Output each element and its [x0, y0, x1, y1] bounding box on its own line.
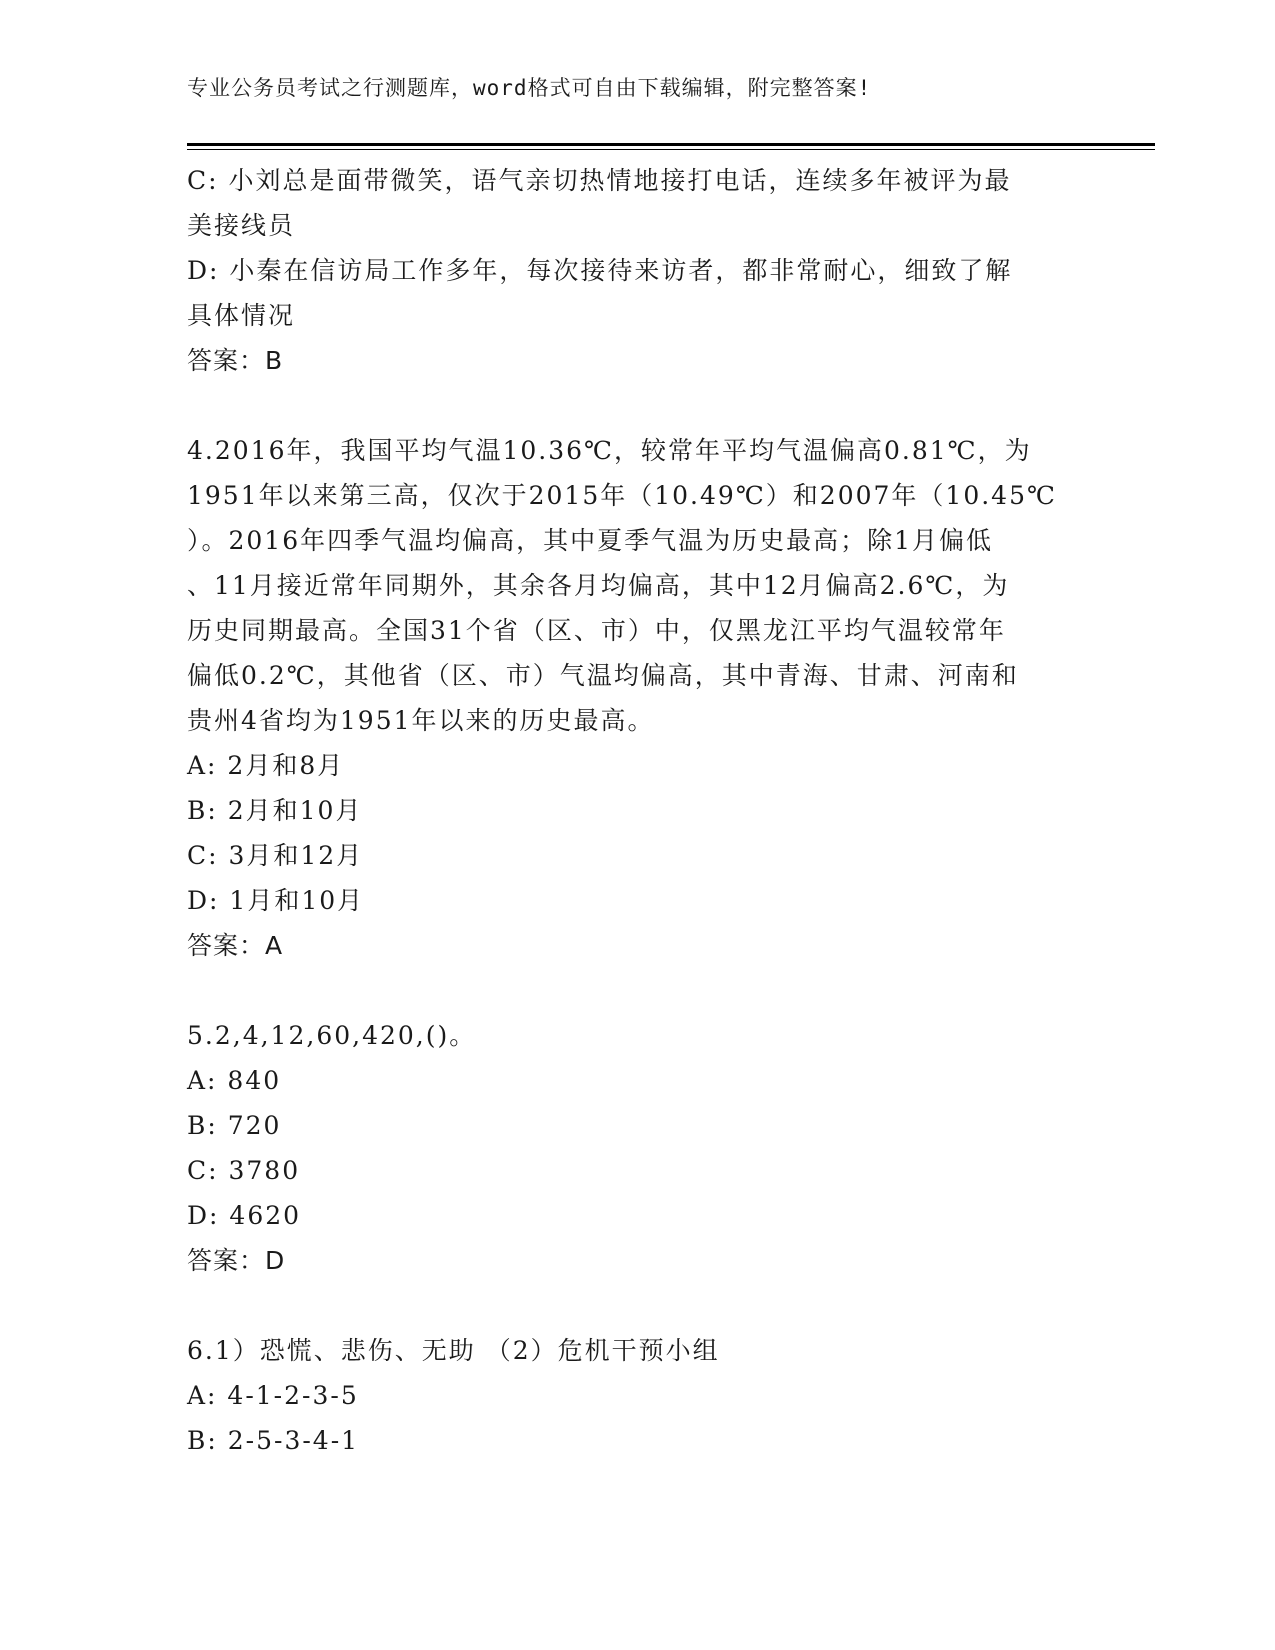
question-5 [187, 1013, 1077, 1283]
document-body [187, 158, 1077, 1463]
answer-line: 答案：B [187, 346, 284, 375]
spacer [187, 383, 1077, 428]
question-stem-line: 历史同期最高。全国31个省（区、市）中，仅黑龙江平均气温较常年 [187, 616, 1006, 645]
question-stem-line: ）。2016年四季气温均偏高，其中夏季气温为历史最高；除1月偏低 [187, 526, 994, 555]
option-d-line-2: 具体情况 [187, 301, 296, 330]
option-a: A: 840 [187, 1066, 282, 1095]
option-c: C: 3780 [187, 1156, 301, 1185]
question-stem-line: 、11月接近常年同期外，其余各月均偏高，其中12月偏高2.6℃，为 [187, 571, 1010, 600]
option-d: D: 1月和10月 [187, 886, 365, 915]
question-stem-line: 偏低0.2℃，其他省（区、市）气温均偏高，其中青海、甘肃、河南和 [187, 661, 1019, 690]
option-d-line-1: D: 小秦在信访局工作多年，每次接待来访者，都非常耐心，细致了解 [187, 256, 1013, 285]
question-stem: 5.2,4,12,60,420,()。 [187, 1021, 477, 1050]
answer-line: 答案：D [187, 1246, 286, 1275]
question-stem: 6.1）恐慌、悲伤、无助 （2）危机干预小组 [187, 1336, 720, 1365]
question-stem-line: 4.2016年，我国平均气温10.36℃，较常年平均气温偏高0.81℃，为 [187, 436, 1032, 465]
option-b: B: 2月和10月 [187, 796, 363, 825]
option-a: A: 4-1-2-3-5 [187, 1381, 359, 1410]
page-header: 专业公务员考试之行测题库，word格式可自由下载编辑，附完整答案! [187, 76, 872, 100]
option-d: D: 4620 [187, 1201, 302, 1230]
header-rule-thick [187, 143, 1155, 146]
question-6 [187, 1328, 1077, 1463]
header-rule-thin [187, 149, 1155, 150]
question-stem-line: 1951年以来第三高，仅次于2015年（10.49℃）和2007年（10.45℃ [187, 481, 1057, 510]
question-3-tail [187, 158, 1077, 383]
option-c: C: 3月和12月 [187, 841, 364, 870]
spacer [187, 1283, 1077, 1328]
option-a: A: 2月和8月 [187, 751, 345, 780]
option-c-line-1: C: 小刘总是面带微笑，语气亲切热情地接打电话，连续多年被评为最 [187, 166, 1012, 195]
answer-line: 答案：A [187, 931, 284, 960]
option-b: B: 2-5-3-4-1 [187, 1426, 360, 1455]
option-b: B: 720 [187, 1111, 282, 1140]
question-4 [187, 428, 1077, 968]
question-stem-line: 贵州4省均为1951年以来的历史最高。 [187, 706, 655, 735]
spacer [187, 968, 1077, 1013]
option-c-line-2: 美接线员 [187, 211, 296, 240]
